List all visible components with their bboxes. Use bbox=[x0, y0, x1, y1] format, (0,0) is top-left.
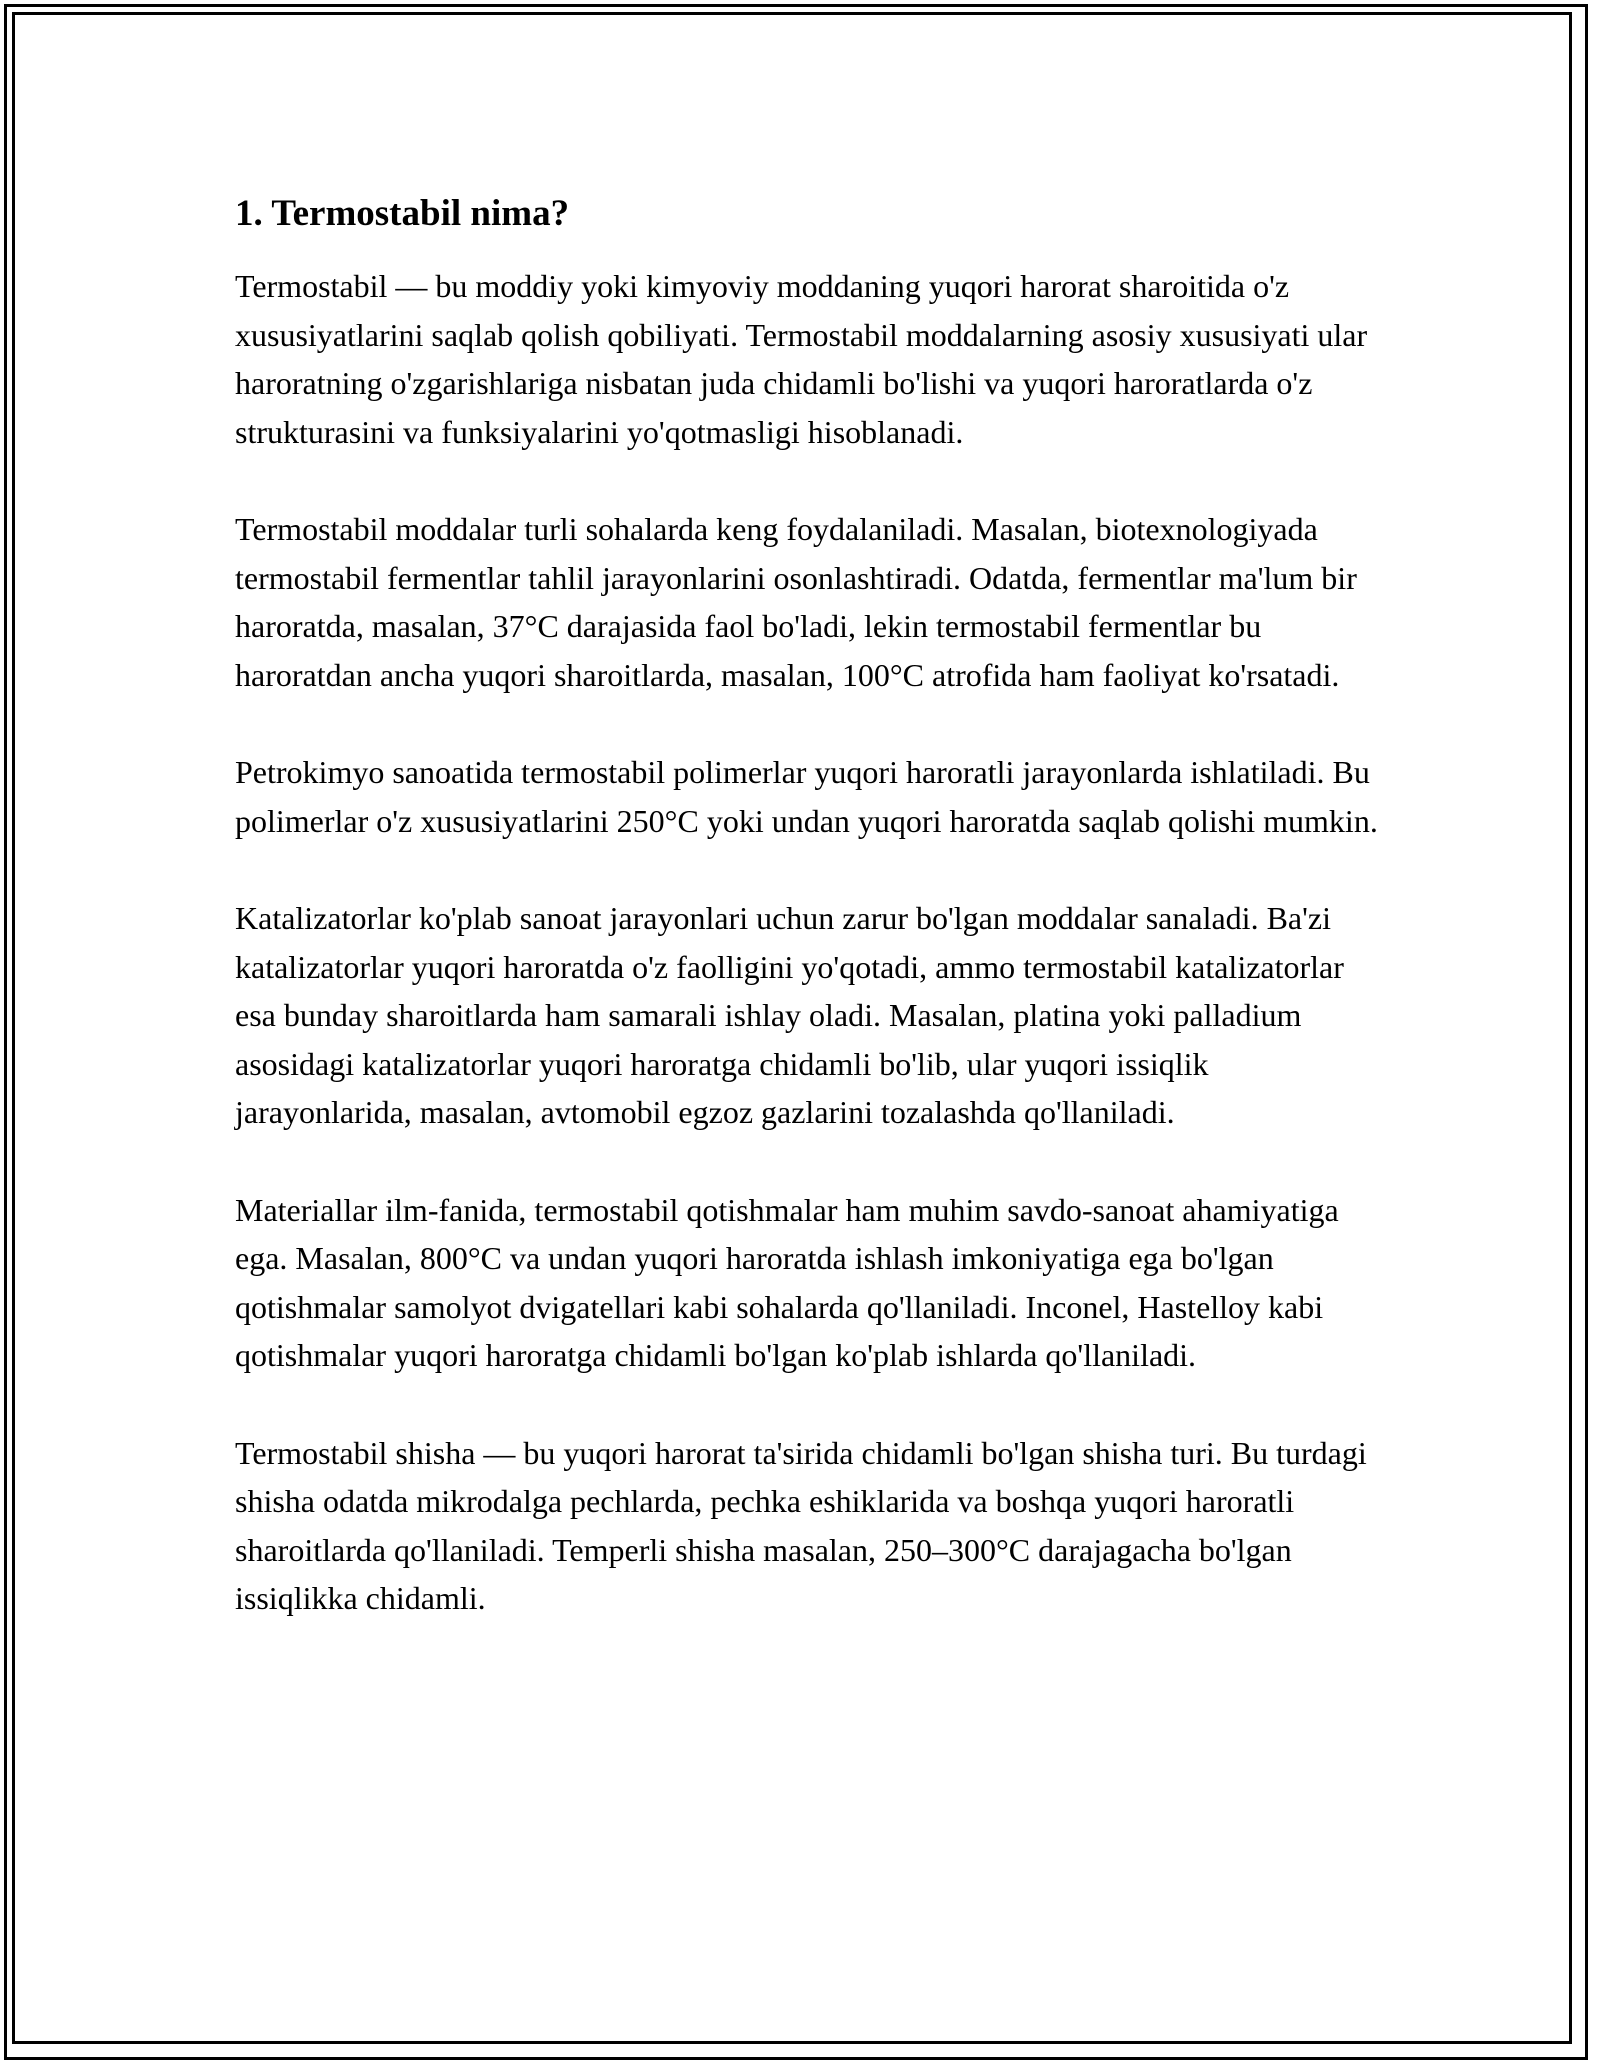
document-body bbox=[235, 186, 1385, 1672]
paragraph-glass: Termostabil shisha — bu yuqori harorat ta'sirida chidamli bo'lgan shisha turi. Bu turdagi shisha odatda mikrodalga pechlarda, pechka eshiklarida va boshqa yuqori haroratli sharoitlarda qo'llaniladi. Temperli shisha masalan, 250–300°C darajagacha bo'lgan issiqlikka chidamli. bbox=[235, 1434, 1367, 1616]
paragraph-catalysts: Katalizatorlar ko'plab sanoat jarayonlari uchun zarur bo'lgan moddalar sanaladi. Ba'zi katalizatorlar yuqori haroratda o'z faolligini yo'qotadi, ammo termostabil katalizatorlar esa bunday sharoitlarda ham samarali ishlay oladi. Masalan, platina yoki palladium asosidagi katalizatorlar yuqori haroratga chidamli bo'lib, ular yuqori issiqlik jarayonlarida, masalan, avtomobil egzoz gazlarini tozalashda qo'llaniladi. bbox=[235, 900, 1344, 1130]
paragraph-alloys: Materiallar ilm-fanida, termostabil qotishmalar ham muhim savdo-sanoat ahamiyatiga ega. Masalan, 800°C va undan yuqori haroratda ishlash imkoniyatiga ega bo'lgan qotishmalar samolyot dvigatellari kabi sohalarda qo'llaniladi. Inconel, Hastelloy kabi qotishmalar yuqori haroratga chidamli bo'lgan ko'plab ishlarda qo'llaniladi. bbox=[235, 1191, 1339, 1373]
paragraph-biotechnology: Termostabil moddalar turli sohalarda keng foydalaniladi. Masalan, biotexnologiyada termostabil fermentlar tahlil jarayonlarini osonlashtiradi. Odatda, fermentlar ma'lum bir haroratda, masalan, 37°C darajasida faol bo'ladi, lekin termostabil fermentlar bu haroratdan ancha yuqori sharoitlarda, masalan, 100°C atrofida ham faoliyat ko'rsatadi. bbox=[235, 511, 1357, 693]
section-heading: 1. Termostabil nima? bbox=[235, 193, 570, 234]
paragraph-definition: Termostabil — bu moddiy yoki kimyoviy moddaning yuqori harorat sharoitida o'z xususiyatlarini saqlab qolish qobiliyati. Termostabil moddalarning asosiy xususiyati ular haroratning o'zgarishlariga nisbatan juda chidamli bo'lishi va yuqori haroratlarda o'z strukturasini va funksiyalarini yo'qotmasligi hisoblanadi. bbox=[235, 268, 1368, 450]
paragraph-petrochemistry: Petrokimyo sanoatida termostabil polimerlar yuqori haroratli jarayonlarda ishlatiladi. Bu polimerlar o'z xususiyatlarini 250°C yoki undan yuqori haroratda saqlab qolishi mumkin. bbox=[235, 754, 1378, 839]
